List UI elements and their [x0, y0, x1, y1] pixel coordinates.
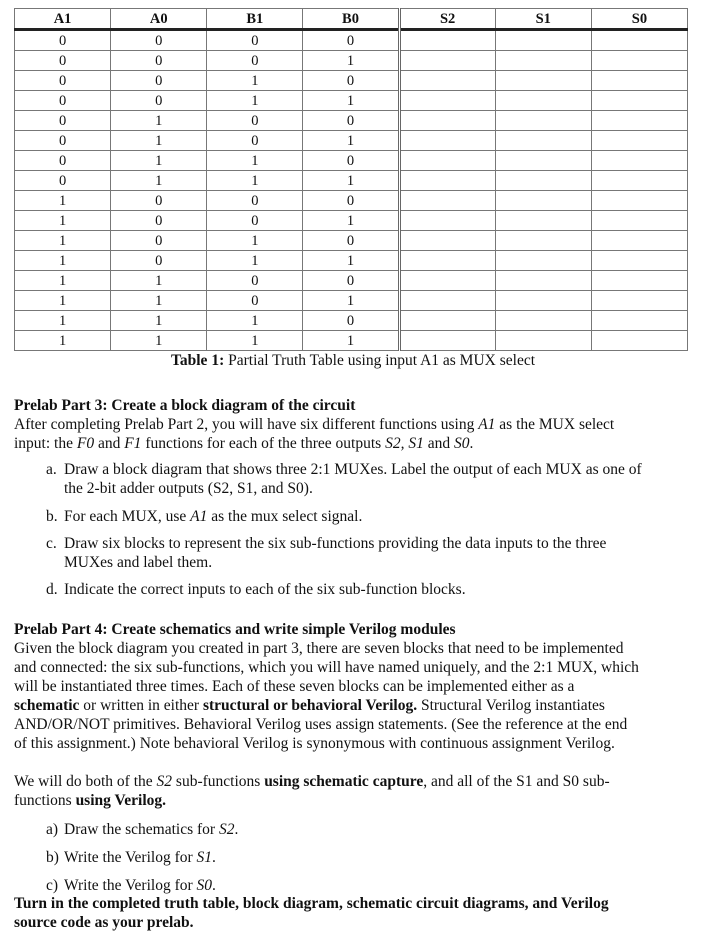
cell-s0[interactable] — [591, 151, 687, 171]
part3-item-a — [46, 460, 696, 498]
cell-b1: 0 — [207, 111, 303, 131]
cell-b1: 1 — [207, 171, 303, 191]
column-header-a0: A0 — [111, 9, 207, 30]
part4-item-c — [46, 876, 696, 895]
cell-b1: 0 — [207, 211, 303, 231]
part3-item-d — [46, 580, 696, 599]
cell-s2[interactable] — [399, 231, 495, 251]
cell-s2[interactable] — [399, 151, 495, 171]
part4-heading: Prelab Part 4: Create schematics and write simple Verilog modules — [14, 621, 456, 638]
table-row — [15, 91, 688, 111]
cell-b0: 0 — [303, 111, 399, 131]
cell-a0: 1 — [111, 171, 207, 191]
item-text: the 2-bit adder outputs (S2, S1, and S0). — [64, 480, 313, 497]
cell-s0[interactable] — [591, 311, 687, 331]
text: as the mux select signal. — [207, 508, 363, 525]
part4-text-line: will be instantiated three times. Each of these seven blocks can be implemented either as a — [14, 678, 575, 695]
item-text — [64, 820, 696, 839]
cell-a0: 1 — [111, 311, 207, 331]
cell-b0: 0 — [303, 30, 399, 51]
cell-s2[interactable] — [399, 331, 495, 351]
cell-a0: 1 — [111, 271, 207, 291]
cell-a1: 1 — [15, 271, 111, 291]
cell-s2[interactable] — [399, 291, 495, 311]
text: S2 — [218, 821, 235, 838]
cell-s1[interactable] — [495, 91, 591, 111]
text: input: the — [14, 435, 77, 452]
cell-a0: 0 — [111, 251, 207, 271]
cell-b1: 1 — [207, 311, 303, 331]
cell-a0: 1 — [111, 111, 207, 131]
cell-s1[interactable] — [495, 111, 591, 131]
table-row — [15, 291, 688, 311]
table-row — [15, 231, 688, 251]
cell-a1: 0 — [15, 91, 111, 111]
turn-in-line: source code as your prelab. — [14, 914, 194, 931]
cell-s1[interactable] — [495, 191, 591, 211]
cell-a1: 0 — [15, 71, 111, 91]
part3-section — [14, 396, 704, 453]
cell-b0: 0 — [303, 151, 399, 171]
item-text: Draw six blocks to represent the six sub-functions providing the data inputs to the three — [64, 535, 607, 552]
caption-text: Partial Truth Table using input A1 as MUX select — [224, 352, 536, 369]
table-row — [15, 251, 688, 271]
list-marker: a) — [46, 821, 59, 838]
text: S1 — [196, 849, 213, 866]
cell-b1: 0 — [207, 30, 303, 51]
list-marker: b) — [46, 849, 59, 866]
item-text — [64, 848, 696, 867]
cell-s2[interactable] — [399, 71, 495, 91]
cell-b0: 0 — [303, 311, 399, 331]
text: or written in either — [79, 697, 203, 714]
cell-a0: 1 — [111, 331, 207, 351]
cell-s1[interactable] — [495, 271, 591, 291]
cell-b1: 1 — [207, 71, 303, 91]
cell-a1: 1 — [15, 211, 111, 231]
cell-b0: 0 — [303, 271, 399, 291]
table-row — [15, 271, 688, 291]
list-marker: c. — [46, 535, 57, 552]
cell-a1: 1 — [15, 291, 111, 311]
cell-s0[interactable] — [591, 291, 687, 311]
text: F0 — [76, 435, 95, 452]
cell-b1: 0 — [207, 291, 303, 311]
cell-b1: 0 — [207, 131, 303, 151]
text: S2, S1 — [385, 435, 424, 452]
cell-a1: 0 — [15, 30, 111, 51]
text: and — [94, 435, 125, 452]
cell-b1: 1 — [207, 91, 303, 111]
cell-b1: 0 — [207, 191, 303, 211]
part3-item-b — [46, 507, 696, 526]
cell-a1: 1 — [15, 191, 111, 211]
cell-a1: 0 — [15, 151, 111, 171]
caption-label: Table 1: — [170, 352, 225, 369]
part3-heading: Prelab Part 3: Create a block diagram of the circuit — [14, 397, 356, 414]
cell-s1[interactable] — [495, 291, 591, 311]
cell-s0[interactable] — [591, 71, 687, 91]
list-marker: d. — [46, 581, 58, 598]
cell-s2[interactable] — [399, 251, 495, 271]
part4-text-line: Given the block diagram you created in part 3, there are seven blocks that need to be implemented — [14, 640, 624, 657]
cell-b0: 1 — [303, 331, 399, 351]
cell-s1[interactable] — [495, 151, 591, 171]
cell-s2[interactable] — [399, 30, 495, 51]
text: A1 — [190, 508, 208, 525]
text: , and all of the S1 and S0 sub- — [423, 773, 610, 790]
cell-s0[interactable] — [591, 171, 687, 191]
cell-s1[interactable] — [495, 131, 591, 151]
item-text: Indicate the correct inputs to each of the six sub-function blocks. — [64, 581, 466, 598]
text: S0 — [196, 877, 213, 894]
cell-b1: 1 — [207, 331, 303, 351]
cell-s0[interactable] — [591, 231, 687, 251]
part3-text-line — [14, 434, 704, 453]
part3-text-line — [14, 415, 704, 434]
text: and — [423, 435, 454, 452]
item-text: MUXes and label them. — [64, 554, 213, 571]
text: Write the Verilog for — [64, 877, 197, 894]
cell-s1[interactable] — [495, 231, 591, 251]
part3-item-c — [46, 534, 696, 572]
turn-in-note — [14, 894, 704, 932]
list-marker: a. — [46, 461, 57, 478]
cell-s1[interactable] — [495, 211, 591, 231]
column-header-s1: S1 — [495, 9, 591, 30]
cell-b0: 1 — [303, 211, 399, 231]
cell-s0[interactable] — [591, 191, 687, 211]
part4-text-line: and connected: the six sub-functions, which you will have named uniquely, and the 2:1 MUX, which — [14, 659, 639, 676]
cell-s0[interactable] — [591, 30, 687, 51]
cell-s1[interactable] — [495, 30, 591, 51]
cell-s2[interactable] — [399, 191, 495, 211]
text: using Verilog. — [75, 792, 167, 809]
truth-table — [14, 8, 688, 351]
part4-text-line — [14, 696, 704, 715]
turn-in-line: Turn in the completed truth table, block diagram, schematic circuit diagrams, and Verilog — [14, 895, 609, 912]
cell-a1: 0 — [15, 51, 111, 71]
table-caption — [0, 352, 706, 370]
cell-b0: 1 — [303, 251, 399, 271]
item-text: Draw a block diagram that shows three 2:1 MUXes. Label the output of each MUX as one of — [64, 461, 642, 478]
text: using schematic capture — [264, 773, 424, 790]
cell-s1[interactable] — [495, 51, 591, 71]
cell-a1: 1 — [15, 311, 111, 331]
cell-s2[interactable] — [399, 211, 495, 231]
text: sub-functions — [172, 773, 265, 790]
cell-s2[interactable] — [399, 111, 495, 131]
cell-a0: 0 — [111, 91, 207, 111]
text: schematic — [14, 697, 80, 714]
cell-b1: 1 — [207, 231, 303, 251]
list-marker: b. — [46, 508, 58, 525]
list-marker: c) — [46, 877, 59, 894]
cell-s0[interactable] — [591, 91, 687, 111]
cell-a0: 0 — [111, 191, 207, 211]
cell-b0: 1 — [303, 91, 399, 111]
text: A1 — [478, 416, 496, 433]
cell-b0: 0 — [303, 71, 399, 91]
cell-a1: 1 — [15, 331, 111, 351]
table-row — [15, 171, 688, 191]
cell-a0: 1 — [111, 151, 207, 171]
text: Structural Verilog instantiates — [417, 697, 605, 714]
text: S2 — [156, 773, 173, 790]
cell-a0: 0 — [111, 30, 207, 51]
column-header-b0: B0 — [303, 9, 399, 30]
cell-s1[interactable] — [495, 71, 591, 91]
cell-b0: 0 — [303, 231, 399, 251]
cell-s2[interactable] — [399, 271, 495, 291]
cell-b1: 0 — [207, 51, 303, 71]
part4-text-line: AND/OR/NOT primitives. Behavioral Verilog uses assign statements. (See the reference at the end — [14, 716, 628, 733]
cell-s0[interactable] — [591, 271, 687, 291]
item-text — [64, 507, 696, 526]
text: F1 — [124, 435, 142, 452]
cell-s1[interactable] — [495, 171, 591, 191]
cell-s2[interactable] — [399, 311, 495, 331]
column-header-a1: A1 — [15, 9, 111, 30]
cell-b1: 1 — [207, 151, 303, 171]
text: . — [469, 435, 474, 452]
table-row — [15, 30, 688, 51]
table-row — [15, 71, 688, 91]
text: functions for each of the three outputs — [141, 435, 386, 452]
cell-b0: 1 — [303, 291, 399, 311]
text: as the MUX select — [495, 416, 615, 433]
cell-s1[interactable] — [495, 251, 591, 271]
part4-item-b — [46, 848, 696, 867]
cell-s0[interactable] — [591, 211, 687, 231]
cell-s0[interactable] — [591, 331, 687, 351]
cell-s1[interactable] — [495, 311, 591, 331]
table-row — [15, 151, 688, 171]
text: . — [212, 877, 216, 894]
cell-a0: 1 — [111, 131, 207, 151]
cell-a0: 0 — [111, 211, 207, 231]
cell-s2[interactable] — [399, 131, 495, 151]
cell-b1: 0 — [207, 271, 303, 291]
cell-a1: 0 — [15, 171, 111, 191]
cell-a1: 0 — [15, 111, 111, 131]
table-row — [15, 191, 688, 211]
cell-b0: 1 — [303, 131, 399, 151]
text: Draw the schematics for — [64, 821, 219, 838]
text: structural or behavioral Verilog. — [202, 697, 418, 714]
part4-section — [14, 620, 704, 753]
cell-s0[interactable] — [591, 51, 687, 71]
cell-s2[interactable] — [399, 51, 495, 71]
item-text — [64, 876, 696, 895]
column-header-s0: S0 — [591, 9, 687, 30]
part4-item-a — [46, 820, 696, 839]
cell-a1: 0 — [15, 131, 111, 151]
cell-a0: 0 — [111, 71, 207, 91]
cell-s1[interactable] — [495, 331, 591, 351]
table-row — [15, 111, 688, 131]
table-row — [15, 331, 688, 351]
cell-a0: 1 — [111, 291, 207, 311]
cell-s2[interactable] — [399, 91, 495, 111]
text: functions — [14, 792, 76, 809]
column-header-b1: B1 — [207, 9, 303, 30]
text-line — [14, 791, 704, 810]
text: . — [234, 821, 239, 838]
cell-a0: 0 — [111, 231, 207, 251]
text: Write the Verilog for — [64, 849, 197, 866]
cell-s2[interactable] — [399, 171, 495, 191]
cell-s0[interactable] — [591, 131, 687, 151]
table-row — [15, 211, 688, 231]
table-row — [15, 311, 688, 331]
text: We will do both of the — [14, 773, 157, 790]
cell-b0: 0 — [303, 191, 399, 211]
text-line — [14, 772, 704, 791]
cell-b0: 1 — [303, 51, 399, 71]
cell-s0[interactable] — [591, 111, 687, 131]
text: For each MUX, use — [64, 508, 191, 525]
cell-a1: 1 — [15, 231, 111, 251]
cell-s0[interactable] — [591, 251, 687, 271]
cell-a0: 0 — [111, 51, 207, 71]
cell-b1: 1 — [207, 251, 303, 271]
cell-a1: 1 — [15, 251, 111, 271]
text: S0 — [453, 435, 470, 452]
column-header-s2: S2 — [399, 9, 495, 30]
part4-paragraph-2 — [14, 772, 704, 810]
table-row — [15, 51, 688, 71]
text: After completing Prelab Part 2, you will have six different functions using — [14, 416, 479, 433]
cell-b0: 1 — [303, 171, 399, 191]
table-row — [15, 131, 688, 151]
table-header-row — [15, 9, 688, 30]
part4-text-line: of this assignment.) Note behavioral Verilog is synonymous with continuous assignment Verilog. — [14, 735, 615, 752]
text: . — [212, 849, 216, 866]
